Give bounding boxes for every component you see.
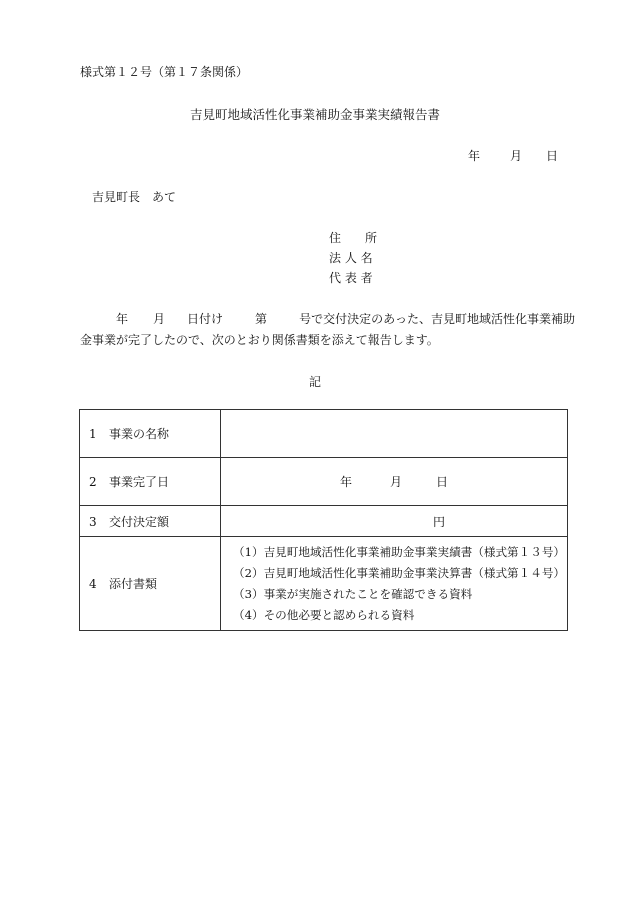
list-item: （1）吉見町地域活性化事業補助金事業実績書（様式第１３号） — [233, 544, 566, 559]
addressee: 吉見町長 あて — [92, 190, 177, 204]
body-date-suffix: 日付け — [187, 312, 224, 326]
table-row — [80, 506, 568, 537]
body-line1-rest: 号で交付決定のあった、吉見町地域活性化事業補助 — [299, 312, 575, 326]
date-year: 年 — [468, 149, 481, 163]
detail-table — [79, 409, 568, 631]
row-label — [80, 537, 221, 631]
date-month: 月 — [510, 149, 523, 163]
yen-unit: 円 — [432, 514, 445, 529]
document-title: 吉見町地域活性化事業補助金事業実績報告書 — [189, 107, 440, 122]
completion-date-field[interactable] — [221, 458, 568, 506]
row-number: 3 — [89, 514, 97, 529]
row-number: 1 — [89, 427, 97, 441]
row-label — [80, 506, 221, 537]
body-dai: 第 — [255, 312, 268, 326]
ki-heading: 記 — [308, 375, 321, 389]
body-year: 年 — [116, 312, 129, 326]
form-number: 様式第１２号（第１７条関係） — [80, 65, 249, 79]
date-day: 日 — [546, 149, 559, 163]
row-label — [80, 458, 221, 506]
body-month: 月 — [153, 312, 166, 326]
sender-corporation-label: 法 人 名 — [329, 251, 373, 265]
completion-year: 年 — [339, 475, 352, 489]
list-item: （2）吉見町地域活性化事業補助金事業決算書（様式第１４号） — [233, 565, 566, 580]
attachments-list — [221, 542, 567, 626]
grant-amount-field[interactable] — [221, 506, 568, 537]
row-label-text: 事業完了日 — [109, 475, 170, 489]
list-item: （4）その他必要と認められる資料 — [233, 607, 415, 622]
project-name-field[interactable] — [221, 410, 568, 458]
row-label-text: 交付決定額 — [109, 514, 170, 529]
table-row — [80, 458, 568, 506]
completion-day: 日 — [436, 475, 449, 489]
sender-representative-label: 代 表 者 — [329, 271, 373, 285]
row-label-text: 事業の名称 — [109, 427, 170, 441]
completion-month: 月 — [389, 475, 402, 489]
table-row — [80, 410, 568, 458]
row-number: 4 — [89, 577, 97, 591]
row-label — [80, 410, 221, 458]
row-number: 2 — [89, 475, 97, 489]
table-row — [80, 537, 568, 631]
submission-date — [468, 150, 558, 162]
body-text-line-2: 金事業が完了したので、次のとおり関係書類を添えて報告します。 — [80, 333, 439, 347]
body-text-line-1 — [80, 309, 580, 329]
list-item: （3）事業が実施されたことを確認できる資料 — [233, 586, 473, 601]
sender-address-label: 住 所 — [329, 231, 378, 245]
row-label-text: 添付書類 — [109, 577, 158, 591]
attachments-cell — [221, 537, 568, 631]
